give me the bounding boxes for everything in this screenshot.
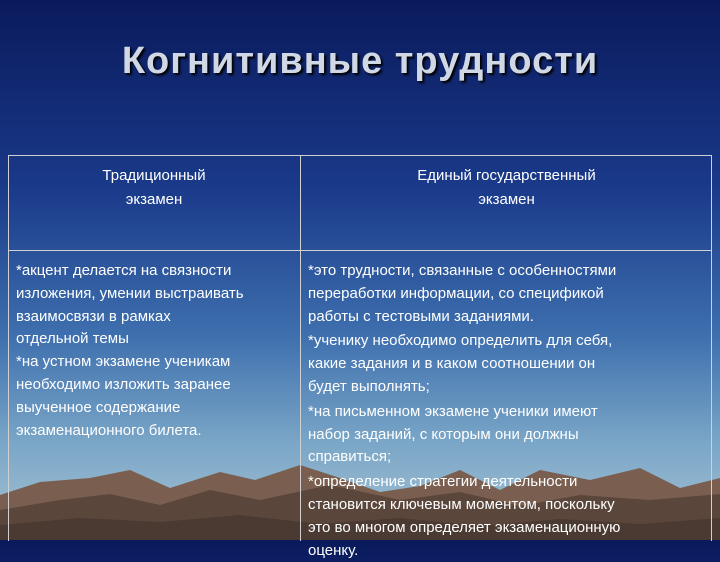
header-traditional-exam (8, 164, 300, 212)
comparison-table (8, 155, 712, 559)
header-right-line-1: Единый государственный (417, 167, 596, 184)
cell-left-line: отдельной темы (16, 330, 129, 348)
cell-left-line: изложения, умении выстраивать (16, 284, 244, 302)
cell-right-line: *определение стратегии деятельности (308, 473, 578, 491)
cell-right-line: *на письменном экзамене ученики имеют (308, 402, 598, 420)
cell-right-line: это во многом определяет экзаменационную (308, 518, 621, 536)
cell-left-line: выученное содержание (16, 398, 181, 416)
table-header-divider (8, 250, 712, 251)
cell-left-line: взаимосвязи в рамках (16, 307, 171, 325)
cell-right-line: *ученику необходимо определить для себя, (308, 332, 613, 350)
slide-title: Когнитивные трудности (121, 40, 599, 82)
cell-left-line: необходимо изложить заранее (16, 375, 231, 393)
header-left-line-1: Традиционный (102, 167, 206, 184)
cell-right-line: становится ключевым моментом, поскольку (308, 495, 615, 513)
header-unified-state-exam (301, 164, 712, 212)
header-right-line-2: экзамен (478, 191, 535, 208)
cell-right-line: какие задания и в каком соотношении он (308, 355, 596, 373)
header-left-line-2: экзамен (125, 191, 183, 208)
cell-left-line: *акцент делается на связности (16, 262, 232, 279)
cell-right-line: работы с тестовыми заданиями. (308, 307, 534, 325)
table-border-right (711, 156, 712, 541)
cell-right-line: справиться; (308, 448, 392, 466)
cell-left-line: *на устном экзамене ученикам (16, 353, 231, 371)
cell-traditional-exam (16, 260, 296, 442)
cell-right-line: *это трудности, связанные с особенностями (308, 262, 617, 279)
cell-right-line: оценку. (308, 541, 359, 559)
cell-left-line: экзаменационного билета. (16, 421, 202, 439)
table-column-divider (300, 156, 301, 541)
cell-right-line: переработки информации, со спецификой (308, 284, 604, 302)
cell-right-line: набор заданий, с которым они должны (308, 425, 579, 443)
cell-right-line: будет выполнять; (308, 377, 430, 395)
table-border-left (8, 156, 9, 541)
cell-unified-state-exam (308, 260, 708, 562)
